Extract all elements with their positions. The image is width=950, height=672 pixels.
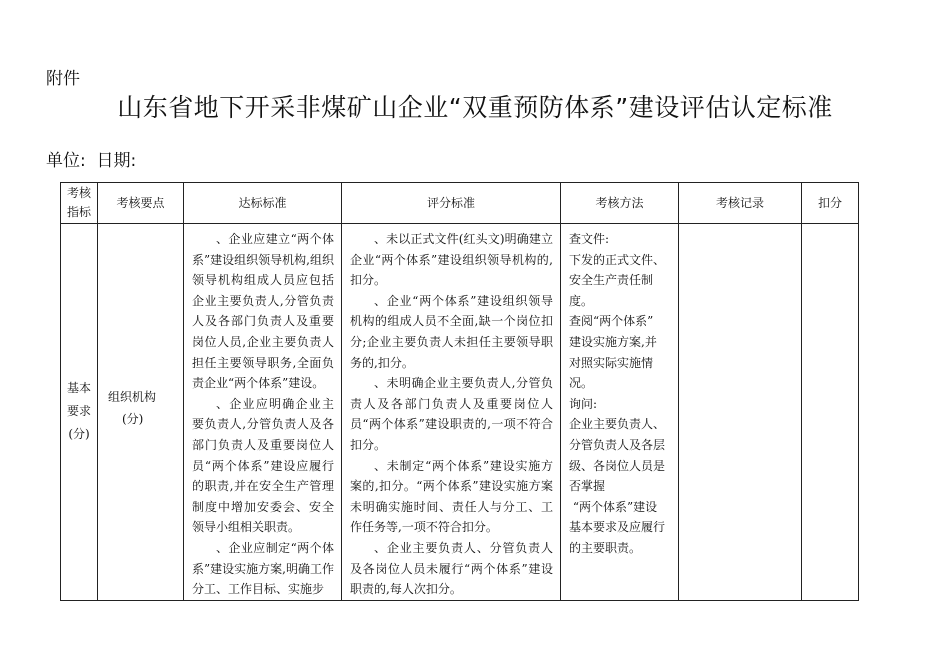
attachment-label: 附件 <box>46 69 80 89</box>
standard-item-1: 、企业应建立“两个体系”建设组织领导机构,组织领导机构组成人员应包括企业主要负责人,分管负责人及各部门负责人及重要岗位人员,企业主要负责人担任主要领导职务,全面负责企业“两个体系”建设。 <box>192 232 334 391</box>
method-line: “两个体系”建设 <box>569 499 658 514</box>
cell-standard <box>184 224 342 601</box>
method-line: 度。 <box>569 293 594 308</box>
standard-item-3: 、企业应制定“两个体系”建设实施方案,明确工作分工、工作目标、实施步 <box>192 540 334 597</box>
assessment-table <box>60 182 859 601</box>
cell-deduction <box>802 224 859 601</box>
key-point-text: 组织机构 <box>108 390 157 404</box>
document-title: 山东省地下开采非煤矿山企业“双重预防体系”建设评估认定标准 <box>117 93 833 122</box>
scoring-item-5: 、企业主要负责人、分管负责人及各岗位人员未履行“两个体系”建设职责的,每人次扣分。 <box>350 540 553 597</box>
scoring-item-4: 、未制定“两个体系”建设实施方案的,扣分。“两个体系”建设实施方案未明确实施时间、责任人与分工、工作任务等,一项不符合扣分。 <box>350 458 553 535</box>
cell-scoring <box>342 224 561 601</box>
unit-date-line: 单位: 日期: <box>46 151 137 171</box>
cell-method <box>561 224 679 601</box>
method-line: 查阅“两个体系” <box>569 314 654 329</box>
col-header-record: 考核记录 <box>679 183 802 224</box>
method-line: 下发的正式文件、 <box>569 252 666 267</box>
method-line: 建设实施方案,并 <box>569 334 657 349</box>
method-line: 对照实际实施情 <box>569 355 654 370</box>
method-line: 况。 <box>569 376 594 391</box>
cell-record <box>679 224 802 601</box>
cell-key-point <box>98 224 184 601</box>
method-line: 否掌握 <box>569 479 606 494</box>
method-line: 询问: <box>569 396 598 411</box>
table-row <box>61 224 859 601</box>
scoring-item-2: 、企业“两个体系”建设组织领导机构的组成人员不全面,缺一个岗位扣分;企业主要负责人未担任主要领导职务的,扣分。 <box>350 293 553 370</box>
col-header-scoring: 评分标准 <box>342 183 561 224</box>
method-line: 级、各岗位人员是 <box>569 458 666 473</box>
col-header-deduction: 扣分 <box>802 183 859 224</box>
table-header-row <box>61 183 859 224</box>
standard-item-2: 、企业应明确企业主要负责人,分管负责人及各部门负责人及重要岗位人员“两个体系”建设应履行的职责,并在安全生产管理制度中增加安委会、安全领导小组相关职责。 <box>192 396 334 535</box>
scoring-item-1: 、未以正式文件(红头文)明确建立企业“两个体系”建设组织领导机构的,扣分。 <box>350 232 553 288</box>
method-line: 分管负责人及各层 <box>569 437 666 452</box>
col-header-method: 考核方法 <box>561 183 679 224</box>
cell-indicator <box>61 224 98 601</box>
method-line: 基本要求及应履行 <box>569 520 666 535</box>
method-line: 查文件: <box>569 232 610 246</box>
col-header-standard: 达标标准 <box>184 183 342 224</box>
key-point-score: (分) <box>122 412 144 426</box>
method-line: 安全生产责任制 <box>569 273 654 288</box>
method-line: 企业主要负责人、 <box>569 417 666 432</box>
scoring-item-3: 、未明确企业主要负责人,分管负责人及各部门负责人及重要岗位人员“两个体系”建设职责的,一项不符合扣分。 <box>350 376 553 452</box>
indicator-text: 基本要求(分) <box>66 381 91 442</box>
col-header-indicator: 考核指标 <box>61 183 98 224</box>
method-line: 的主要职责。 <box>569 540 642 555</box>
col-header-key-point: 考核要点 <box>98 183 184 224</box>
